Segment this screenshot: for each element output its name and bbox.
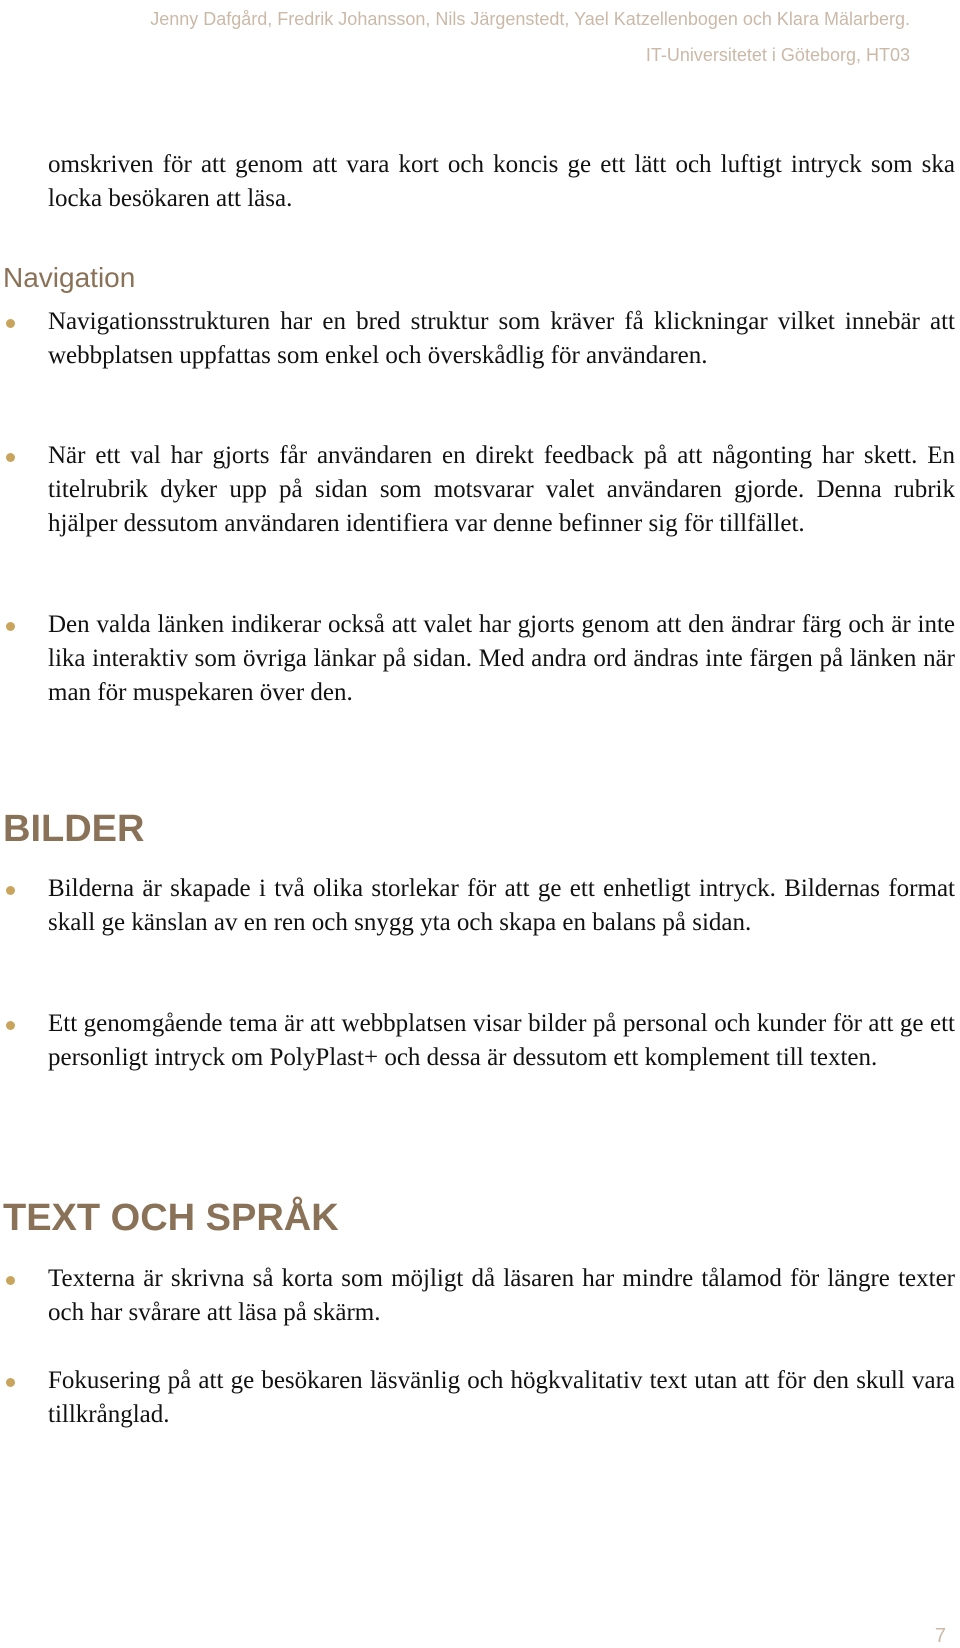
list-item-text: Den valda länken indikerar också att valet har gjorts genom att den ändrar färg och är inte lika interaktiv som övriga länkar på sidan. Med andra ord ändras inte färgen på länken när man för muspekaren över den. <box>48 611 955 706</box>
bilder-heading: BILDER <box>3 808 145 850</box>
header-authors: Jenny Dafgård, Fredrik Johansson, Nils Järgenstedt, Yael Katzellenbogen och Klara Mälarberg. <box>150 9 910 29</box>
page-header <box>150 4 910 70</box>
list-item <box>0 608 955 710</box>
list-item <box>0 1007 955 1075</box>
list-item <box>0 305 955 373</box>
list-item <box>0 1364 955 1432</box>
list-item <box>0 872 955 940</box>
bullet-icon <box>6 622 15 631</box>
list-item <box>0 1262 955 1330</box>
navigation-heading: Navigation <box>3 262 136 293</box>
list-item <box>0 439 955 541</box>
list-item-text: Bilderna är skapade i två olika storlekar för att ge ett enhetligt intryck. Bildernas format skall ge känslan av en ren och snygg yta och skapa en balans på sidan. <box>48 875 955 936</box>
bullet-icon <box>6 1021 15 1030</box>
header-institution: IT-Universitetet i Göteborg, HT03 <box>645 45 910 65</box>
page-number: 7 <box>934 1625 946 1647</box>
bullet-icon <box>6 1378 15 1387</box>
list-item-text: Fokusering på att ge besökaren läsvänlig och högkvalitativ text utan att för den skull vara tillkrånglad. <box>48 1367 955 1428</box>
list-item-text: Texterna är skrivna så korta som möjligt då läsaren har mindre tålamod för längre texter och har svårare att läsa på skärm. <box>48 1265 955 1326</box>
bullet-icon <box>6 319 15 328</box>
bullet-icon <box>6 1276 15 1285</box>
list-item-text: Ett genomgående tema är att webbplatsen visar bilder på personal och kunder för att ge ett personligt intryck om PolyPlast+ och dessa är dessutom ett komplement till texten. <box>48 1010 955 1071</box>
bullet-icon <box>6 453 15 462</box>
bullet-icon <box>6 886 15 895</box>
intro-paragraph: omskriven för att genom att vara kort och koncis ge ett lätt och luftigt intryck som ska locka besökaren att läsa. <box>48 151 955 212</box>
text-sprak-heading: TEXT OCH SPRÅK <box>3 1197 339 1239</box>
list-item-text: Navigationsstrukturen har en bred struktur som kräver få klickningar vilket innebär att webbplatsen uppfattas som enkel och överskådlig för användaren. <box>48 308 955 369</box>
list-item-text: När ett val har gjorts får användaren en direkt feedback på att någonting har skett. En titelrubrik dyker upp på sidan som motsvarar valet användaren gjorde. Denna rubrik hjälper dessutom användaren identifiera var denne befinner sig för tillfället. <box>48 442 955 537</box>
